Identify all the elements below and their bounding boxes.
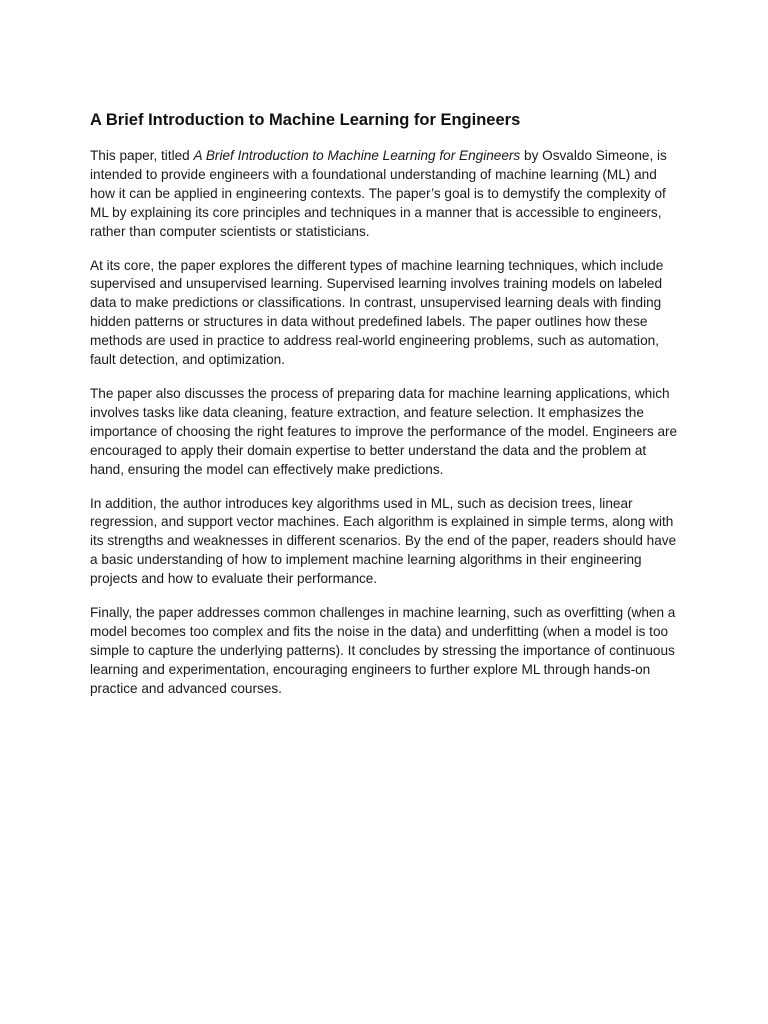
paragraph-challenges: Finally, the paper addresses common challenges in machine learning, such as overfitting (when a model becomes too complex and fits the noise in the data) and underfitting (when a model is too simple to capture the underlying patterns). It concludes by stressing the importance of continuous learning and experimentation, encouraging engineers to further explore ML through hands-on practice and advanced courses. xyxy=(90,605,676,696)
paragraph-learning-types: At its core, the paper explores the different types of machine learning techniques, which include supervised and unsupervised learning. Supervised learning involves training models on labeled data to make predictions or classifications. In contrast, unsupervised learning deals with finding hidden patterns or structures in data without predefined labels. The paper outlines how these methods are used in practice to address real-world engineering problems, such as automation, fault detection, and optimization. xyxy=(90,257,664,368)
paragraph-data-preparation: The paper also discusses the process of preparing data for machine learning applications, which involves tasks like data cleaning, feature extraction, and feature selection. It emphasizes the importance of choosing the right features to improve the performance of the model. Engineers are encouraged to apply their domain expertise to better understand the data and the problem at hand, ensuring the model can effectively make predictions. xyxy=(90,385,678,477)
paragraph-algorithms: In addition, the author introduces key algorithms used in ML, such as decision trees, linear regression, and support vector machines. Each algorithm is explained in simple terms, along with its strengths and weaknesses in different scenarios. By the end of the paper, readers should have a basic understanding of how to implement machine learning algorithms in their engineering projects and how to evaluate their performance. xyxy=(90,495,677,587)
document-page xyxy=(90,106,680,714)
paper-title-italic: A Brief Introduction to Machine Learning for Engineers xyxy=(193,148,521,163)
paragraph-intro-rest: by Osvaldo Simeone, is intended to provide engineers with a foundational understanding of machine learning (ML) and how it can be applied in engineering contexts. The paper’s goal is to demystify the complexity of ML by explaining its core principles and techniques in a manner that is accessible to engineers, rather than computer scientists or statisticians. xyxy=(90,148,667,239)
paragraph-intro xyxy=(90,147,680,242)
document-title: A Brief Introduction to Machine Learning for Engineers xyxy=(90,111,521,129)
paragraph-intro-lead: This paper, titled xyxy=(90,148,194,163)
